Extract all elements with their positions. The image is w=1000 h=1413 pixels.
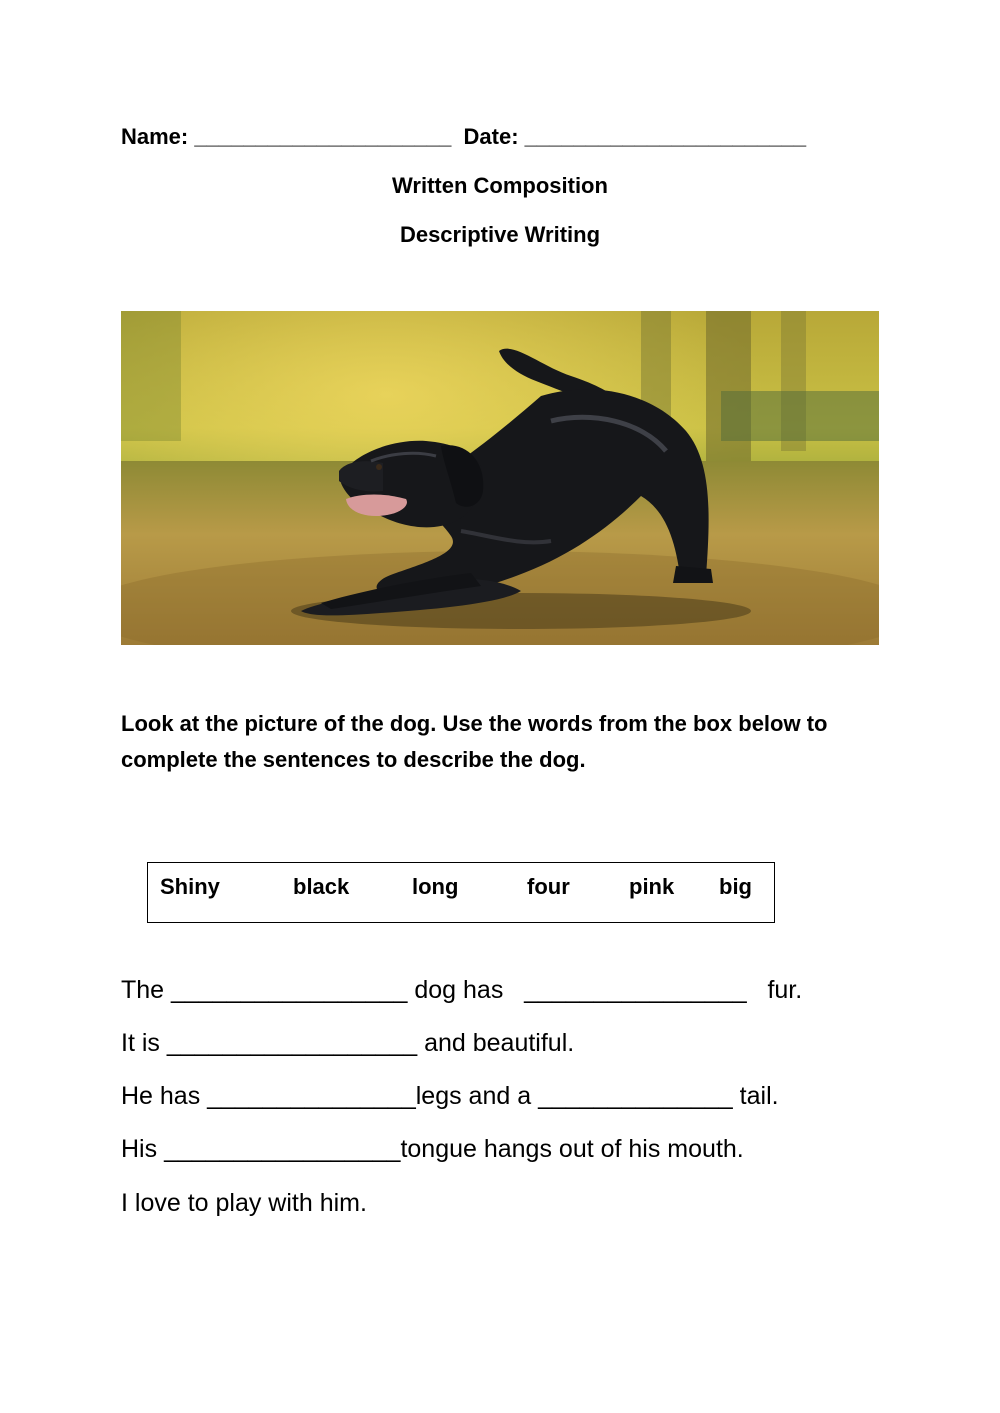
- sentence-text: The: [121, 976, 172, 1004]
- answer-blank[interactable]: ________________: [524, 976, 747, 1004]
- sentence-text: tongue hangs out of his mouth.: [400, 1135, 744, 1163]
- sentence-5: [121, 1189, 367, 1218]
- sentence-3: [121, 1082, 779, 1111]
- word-four: four: [527, 874, 570, 899]
- sentence-text: and beautiful.: [417, 1029, 575, 1057]
- dog-photo: [121, 311, 879, 645]
- sentence-text: fur.: [746, 976, 803, 1004]
- word-box: [147, 862, 775, 923]
- dog-photo-icon: [121, 311, 879, 645]
- page-subtitle: Descriptive Writing: [399, 222, 601, 247]
- name-field[interactable]: _____________________: [194, 124, 452, 149]
- instructions: Look at the picture of the dog. Use the words from the box below to complete the sentences to describe the dog.: [121, 711, 828, 772]
- sentence-text: I love to play with him.: [121, 1189, 367, 1217]
- word-shiny: Shiny: [160, 874, 220, 899]
- sentence-4: [121, 1135, 744, 1164]
- sentence-text: tail.: [732, 1082, 779, 1110]
- word-black: black: [293, 874, 350, 899]
- sentence-1: [121, 976, 802, 1005]
- word-long: long: [412, 874, 459, 899]
- answer-blank[interactable]: _________________: [171, 976, 408, 1004]
- header-line: [121, 124, 806, 150]
- sentence-text: It is: [121, 1029, 167, 1057]
- sentence-text: His: [121, 1135, 165, 1163]
- answer-blank[interactable]: ______________: [538, 1082, 733, 1110]
- date-label: Date:: [451, 124, 525, 149]
- sentence-text: legs and a: [415, 1082, 539, 1110]
- answer-blank[interactable]: __________________: [166, 1029, 418, 1057]
- answer-blank[interactable]: _______________: [207, 1082, 416, 1110]
- page-title: Written Composition: [392, 173, 608, 198]
- answer-blank[interactable]: _________________: [164, 1135, 401, 1163]
- word-pink: pink: [629, 874, 675, 899]
- sentence-text: He has: [121, 1082, 208, 1110]
- date-field[interactable]: _______________________: [524, 124, 807, 149]
- sentence-2: [121, 1029, 574, 1058]
- sentence-text: dog has: [407, 976, 525, 1004]
- name-label: Name:: [121, 124, 195, 149]
- word-big: big: [719, 874, 752, 899]
